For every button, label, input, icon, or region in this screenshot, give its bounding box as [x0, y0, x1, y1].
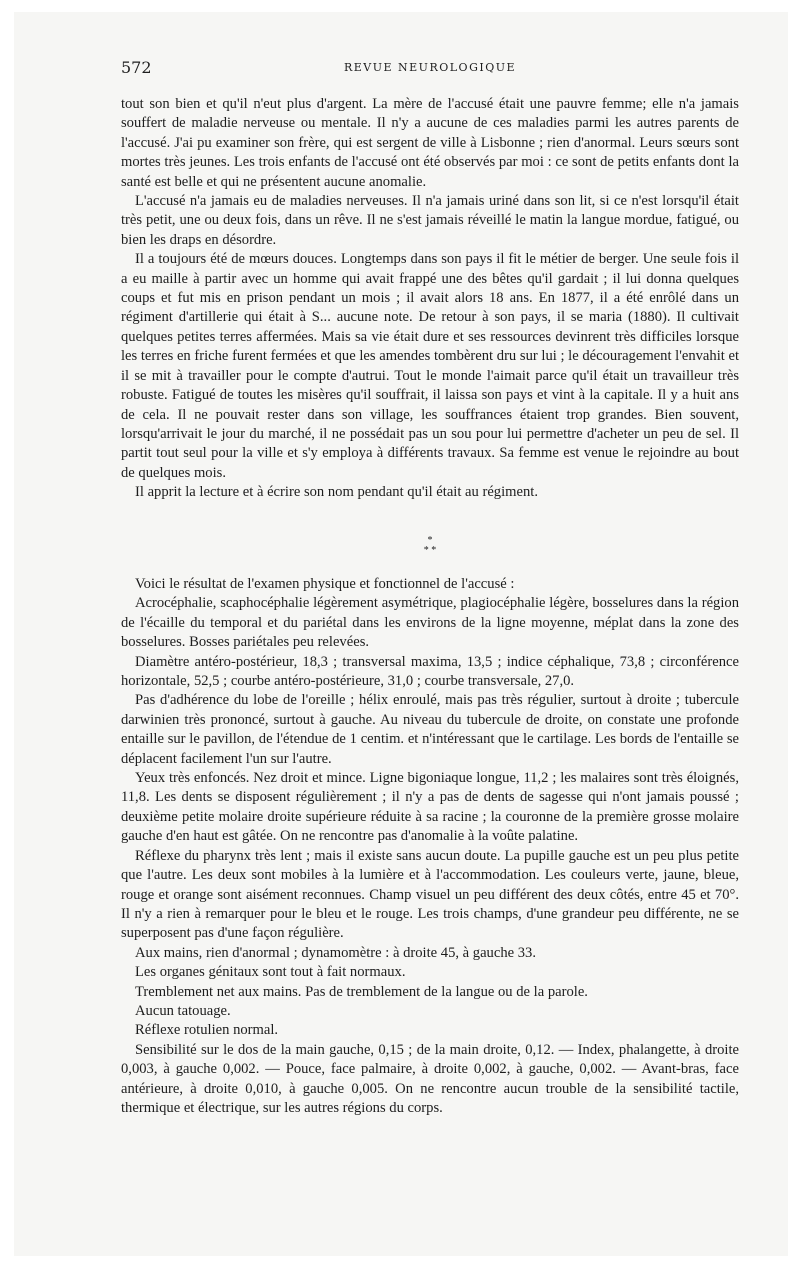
section-separator	[121, 536, 739, 556]
paragraph-skull-shape: Acrocéphalie, scaphocéphalie légèrement asymétrique, plagiocéphalie légère, bosselures dans la région de l'écaille du temporal et du pariétal dans les environs de la ligne moyenne, méplat dans la zone des bosselures. Bosses pariétales peu relevées.	[121, 595, 739, 651]
paragraph-skull-measurements: Diamètre antéro-postérieur, 18,3 ; transversal maxima, 13,5 ; indice céphalique, 73,8 ; circonférence horizontale, 52,5 ; courbe antéro-postérieure, 31,0 ; courbe transversale, 27,0.	[121, 653, 739, 690]
paragraph-ear: Pas d'adhérence du lobe de l'oreille ; hélix enroulé, mais pas très régulier, surtout à droite ; tubercule darwinien très prononcé, surtout à gauche. Au niveau du tubercule de droite, on constate une profonde entaille sur le pavillon, de l'étendue de 1 centim. et n'intéressant que le cartilage. Les bords de l'entaille se déplacent facilement l'un sur l'autre.	[121, 692, 739, 767]
running-title: REVUE NEUROLOGIQUE	[343, 61, 517, 74]
paragraph-nervous-history: L'accusé n'a jamais eu de maladies nerveuses. Il n'a jamais uriné dans son lit, si ce n'est lorsqu'il était très petit, une ou deux fois, dans un rêve. Il ne s'est jamais réveillé le matin la langue mordue, fatigué, ou bien les draps en désordre.	[121, 193, 739, 248]
page-number: 572	[121, 58, 152, 77]
paragraph-face-teeth: Yeux très enfoncés. Nez droit et mince. Ligne bigoniaque longue, 11,2 ; les malaires sont très éloignés, 11,8. Les dents se disposent régulièrement ; il n'y a pas de dents de sagesse qui n'ont jamais poussé ; deuxième petite molaire droite supérieure réduite à sa racine ; la couronne de la première grosse molaire gauche d'en haut est gâtée. On ne rencontre pas d'anomalie à la voûte palatine.	[121, 770, 739, 845]
physical-exam-section	[121, 575, 739, 1118]
separator-top-asterisk: *	[427, 535, 433, 546]
paragraph-education: Il apprit la lecture et à écrire son nom pendant qu'il était au régiment.	[135, 484, 538, 501]
case-history-section	[121, 95, 739, 503]
paragraph-sensibility: Sensibilité sur le dos de la main gauche, 0,15 ; de la main droite, 0,12. — Index, phalangette, à droite 0,003, à gauche 0,002. — Pouce, face palmaire, à droite 0,002, à gauche, 0,002. — Avant-bras, face antérieure, à droite 0,010, à gauche 0,005. On ne rencontre aucun trouble de la sensibilité tactile, thermique et électrique, sur les autres régions du corps.	[121, 1041, 739, 1116]
paragraph-reflex-vision: Réflexe du pharynx très lent ; mais il existe sans aucun doute. La pupille gauche est un peu plus petite que l'autre. Les deux sont mobiles à la lumière et à l'accommodation. Les couleurs verte, jaune, bleue, rouge et orange sont aisément reconnues. Champ visuel un peu différent des deux côtés, entre 45 et 70°. Il n'y a rien à remarquer pour le bleu et le rouge. Les trois champs, d'une grandeur peu différente, ne se superposent pas d'une façon régulière.	[121, 847, 739, 942]
page-header	[121, 58, 739, 82]
paragraph-tattoo: Aucun tatouage.	[135, 1002, 231, 1019]
paragraph-patellar-reflex: Réflexe rotulien normal.	[135, 1022, 279, 1039]
paragraph-life-history: Il a toujours été de mœurs douces. Longtemps dans son pays il fit le métier de berger. Une seule fois il a eu maille à partir avec un homme qui avait frappé une des bêtes qu'il gardait ; il lui donna quelques coups et fut mis en prison pendant un mois ; il avait alors 18 ans. En 1877, il a été enrôlé dans un régiment d'artillerie qui était à S... aucune note. De retour à son pays, il se maria (1880). Il cultivait quelques petites terres affermées. Mais sa vie était dure et ses ressources devinrent très difficiles lorsque les terres en friche furent fermées et que les amendes tombèrent dru sur lui ; le découragement l'envahit et il se mit à travailler pour le compte d'autrui. Tout le monde l'aimait parce qu'il était un travailleur très robuste. Fatigué de toutes les misères qu'il souffrait, il laissa son pays et vint à la capitale. Il y a huit ans de cela. Il ne pouvait rester dans son village, les souffrances étaient trop grandes. Bien souvent, lorsqu'arrivait le jour du marché, il ne possédait pas un sou pour lui permettre d'acheter un peu de sel. Il partit tout seul pour la ville et s'y employa à différents travaux. Sa femme est venue le rejoindre au bout de quelques mois.	[121, 251, 739, 481]
separator-bottom-asterisks: * *	[423, 545, 437, 556]
paragraph-hands: Aux mains, rien d'anormal ; dynamomètre : à droite 45, à gauche 33.	[135, 944, 537, 961]
paragraph-family-history: tout son bien et qu'il n'eut plus d'argent. La mère de l'accusé était une pauvre femme; elle n'a jamais souffert de maladie nerveuse ou mentale. Il n'y a aucune de ces maladies parmi les autres parents de l'accusé. J'ai pu examiner son frère, qui est sergent de ville à Lisbonne ; rien d'anormal. Leurs sœurs sont mortes très jeunes. Les trois enfants de l'accusé ont été observés par moi : ce sont de petits enfants dont la santé est belle et qui ne présentent aucune anomalie.	[121, 96, 739, 190]
paragraph-genital: Les organes génitaux sont tout à fait normaux.	[135, 964, 406, 981]
paragraph-tremor: Tremblement net aux mains. Pas de tremblement de la langue ou de la parole.	[135, 983, 588, 1000]
paragraph-exam-intro: Voici le résultat de l'examen physique et fonctionnel de l'accusé :	[135, 576, 515, 592]
